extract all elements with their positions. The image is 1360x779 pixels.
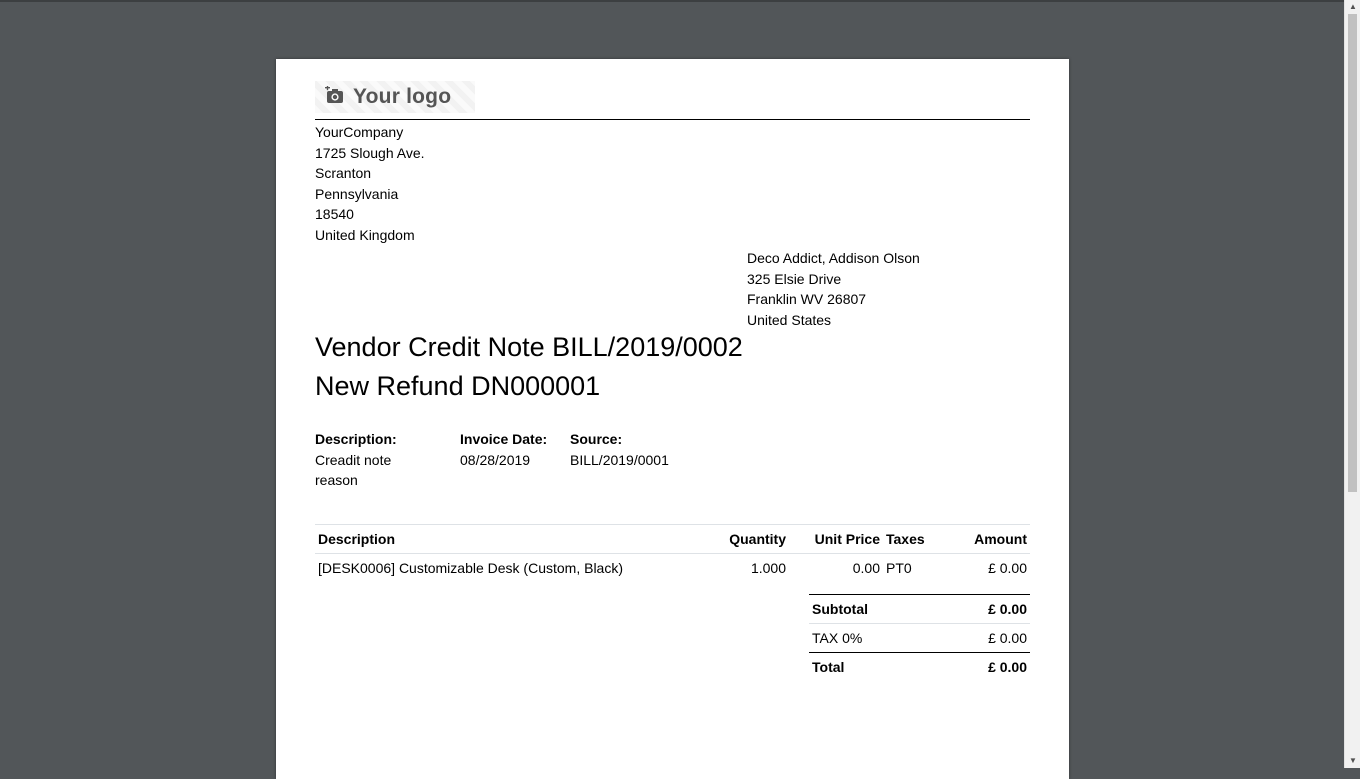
- description-label: Description:: [315, 431, 397, 447]
- partner-street: 325 Elsie Drive: [747, 270, 842, 287]
- partner-country: United States: [747, 312, 832, 329]
- tax-value: £ 0.00: [937, 624, 1030, 653]
- document-title-block: [315, 328, 743, 406]
- column-header-amount: Amount: [944, 525, 1030, 554]
- tax-row: [809, 624, 1030, 653]
- company-zip: 18540: [315, 206, 354, 222]
- total-value: £ 0.00: [937, 653, 1030, 682]
- table-row: [315, 554, 1030, 583]
- total-label: Total: [809, 653, 937, 682]
- camera-add-icon: [325, 86, 345, 109]
- totals-table: [809, 594, 1030, 681]
- table-header-row: [315, 525, 1030, 554]
- column-header-unit-price: Unit Price: [789, 525, 883, 554]
- document-subtitle: New Refund DN000001: [315, 371, 601, 401]
- subtotal-row: [809, 595, 1030, 624]
- total-row: [809, 653, 1030, 682]
- company-state: Pennsylvania: [315, 185, 399, 202]
- column-header-description: Description: [315, 525, 703, 554]
- company-address: [315, 122, 425, 245]
- tax-label: TAX 0%: [809, 624, 937, 653]
- report-page: [276, 59, 1069, 779]
- source-value: BILL/2019/0001: [570, 451, 669, 468]
- header-divider: [315, 119, 1030, 120]
- document-title: Vendor Credit Note BILL/2019/0002: [315, 332, 743, 362]
- info-source: [570, 429, 669, 470]
- line-taxes: PT0: [886, 560, 912, 576]
- column-header-taxes: Taxes: [883, 525, 944, 554]
- company-city: Scranton: [315, 165, 372, 181]
- scrollbar-thumb[interactable]: [1348, 14, 1357, 492]
- company-street: 1725 Slough Ave.: [315, 144, 425, 161]
- invoice-date-value: 08/28/2019: [460, 451, 531, 468]
- info-invoice-date: [460, 429, 547, 470]
- column-header-quantity: Quantity: [703, 525, 789, 554]
- viewer-top-edge: [0, 0, 1344, 2]
- description-value-line1: Creadit note: [315, 451, 392, 468]
- line-unit-price: 0.00: [852, 560, 880, 576]
- partner-name: Deco Addict, Addison Olson: [747, 250, 920, 266]
- subtotal-value: £ 0.00: [937, 595, 1030, 624]
- line-amount: £ 0.00: [988, 560, 1027, 576]
- vertical-scrollbar[interactable]: [1344, 0, 1360, 768]
- company-logo: [315, 81, 475, 113]
- line-description: [DESK0006] Customizable Desk (Custom, Black): [318, 560, 623, 576]
- scroll-up-arrow-icon[interactable]: ▲: [1349, 2, 1357, 11]
- source-label: Source:: [570, 431, 623, 447]
- line-quantity: 1.000: [750, 560, 786, 576]
- invoice-date-label: Invoice Date:: [460, 431, 548, 447]
- scroll-down-arrow-icon[interactable]: ▼: [1349, 756, 1357, 765]
- company-name: YourCompany: [315, 124, 404, 140]
- info-description: [315, 429, 435, 491]
- description-value-line2: reason: [315, 472, 358, 488]
- subtotal-label: Subtotal: [809, 595, 937, 624]
- logo-text: Your logo: [353, 85, 452, 108]
- partner-city: Franklin WV 26807: [747, 291, 867, 308]
- company-country: United Kingdom: [315, 226, 415, 243]
- invoice-lines-table: [315, 524, 1030, 582]
- partner-address: [747, 248, 920, 331]
